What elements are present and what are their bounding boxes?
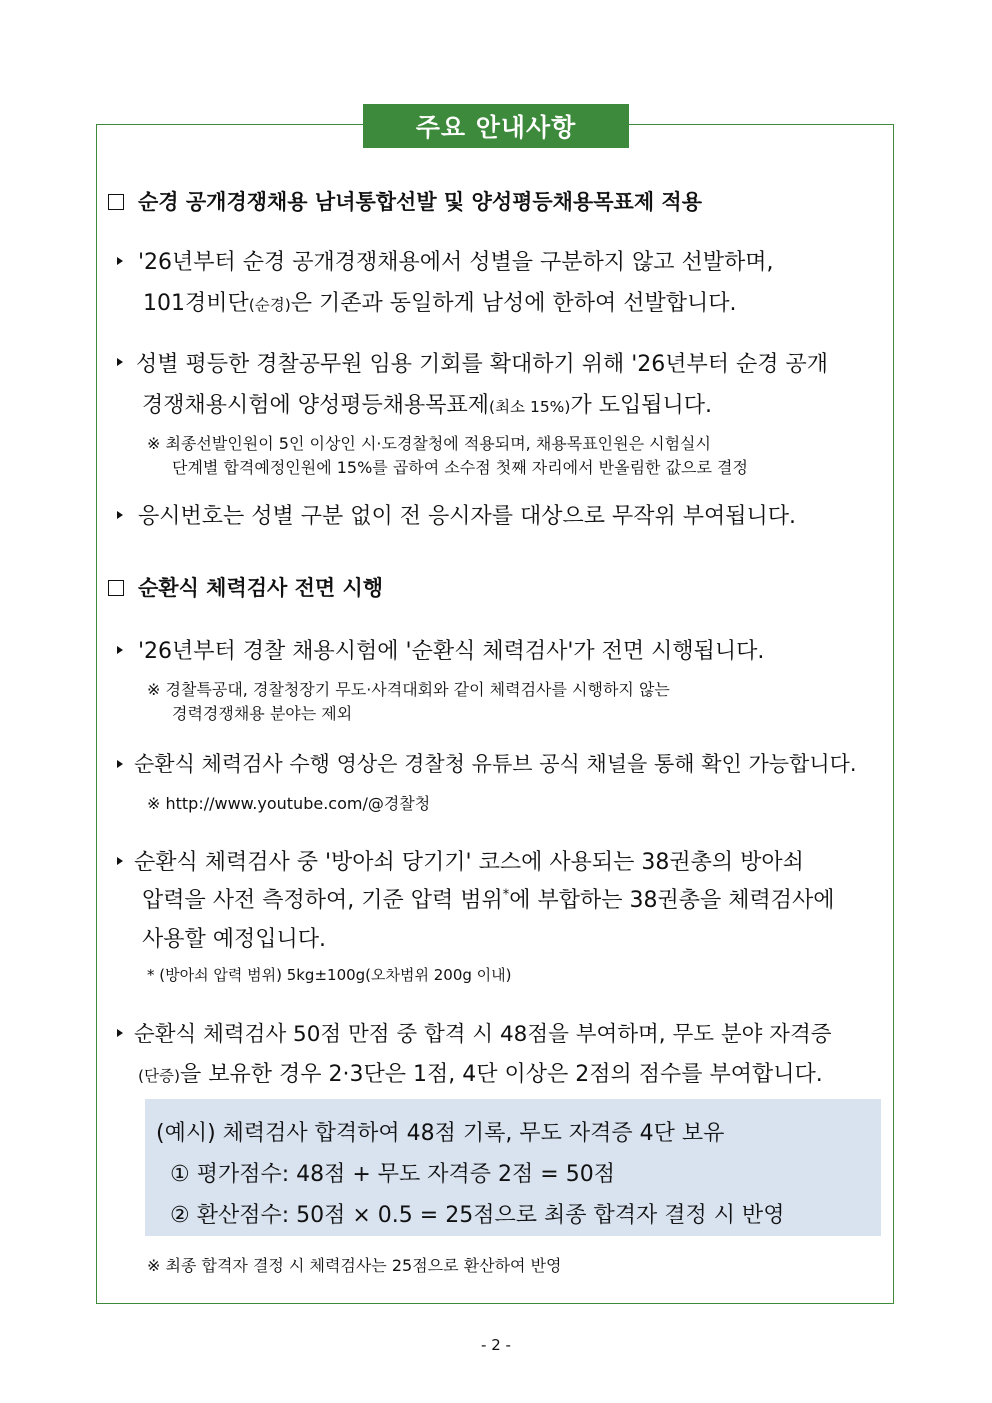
bullet-triangle-icon [117,760,123,768]
bullet-triangle-icon [117,646,123,654]
youtube-link[interactable]: ※ http://www.youtube.com/@경찰청 [147,794,431,813]
s1-bullet1-line1: '26년부터 순경 공개경쟁채용에서 성별을 구분하지 않고 선발하며, [138,250,774,275]
s1-bullet3: 응시번호는 성별 구분 없이 전 응시자를 대상으로 무작위 부여됩니다. [138,504,796,529]
s2-bullet3-line2: 압력을 사전 측정하여, 기준 압력 범위*에 부합하는 38권총을 체력검사에 [142,887,835,913]
checkbox-square-icon [108,580,124,596]
example-line-1: (예시) 체력검사 합격하여 48점 기록, 무도 자격증 4단 보유 [156,1121,725,1146]
example-line-3: ② 환산점수: 50점 × 0.5 = 25점으로 최종 합격자 결정 시 반영 [170,1203,785,1228]
s1-bullet2-note-line2: 단계별 합격예정인원에 15%를 곱하여 소수점 첫째 자리에서 반올림한 값으로 결정 [172,458,748,477]
bullet-triangle-icon [117,857,123,865]
final-note: ※ 최종 합격자 결정 시 체력검사는 25점으로 환산하여 반영 [147,1256,562,1275]
s2-bullet1: '26년부터 경찰 채용시험에 '순환식 체력검사'가 전면 시행됩니다. [138,639,765,664]
s2-bullet4-line1: 순환식 체력검사 50점 만점 중 합격 시 48점을 부여하며, 무도 분야 자격증 [134,1022,832,1047]
s2-bullet2: 순환식 체력검사 수행 영상은 경찰청 유튜브 공식 채널을 통해 확인 가능합니다. [134,752,857,776]
page-number: - 2 - [481,1336,511,1354]
s2-bullet4-line2: (단증)을 보유한 경우 2·3단은 1점, 4단 이상은 2점의 점수를 부여합니다. [138,1062,823,1087]
bullet-triangle-icon [117,511,123,519]
section-heading-2: 순환식 체력검사 전면 시행 [108,572,383,602]
s1-bullet2-note-line1: ※ 최종선발인원이 5인 이상인 시·도경찰청에 적용되며, 채용목표인원은 시험실시 [147,434,711,453]
section-heading-1: 순경 공개경쟁채용 남녀통합선발 및 양성평등채용목표제 적용 [108,186,702,216]
s2-bullet1-note-line2: 경력경쟁채용 분야는 제외 [172,704,353,723]
s2-bullet3-line3: 사용할 예정입니다. [142,927,327,952]
checkbox-square-icon [108,194,124,210]
example-box [145,1099,881,1236]
bullet-triangle-icon [117,358,123,366]
notice-title: 주요 안내사항 [363,104,629,148]
s1-bullet1-line2: 101경비단(순경)은 기존과 동일하게 남성에 한하여 선발합니다. [143,291,737,316]
bullet-triangle-icon [117,257,123,265]
s2-bullet1-note-line1: ※ 경찰특공대, 경찰청장기 무도·사격대회와 같이 체력검사를 시행하지 않는 [147,680,670,699]
s2-bullet3-line1: 순환식 체력검사 중 '방아쇠 당기기' 코스에 사용되는 38권총의 방아쇠 [134,850,804,875]
example-line-2: ① 평가점수: 48점 + 무도 자격증 2점 = 50점 [170,1162,615,1187]
bullet-triangle-icon [117,1029,123,1037]
s1-bullet2-line2: 경쟁채용시험에 양성평등채용목표제(최소 15%)가 도입됩니다. [142,393,712,418]
s2-bullet3-note: * (방아쇠 압력 범위) 5kg±100g(오차범위 200g 이내) [147,966,512,984]
s1-bullet2-line1: 성별 평등한 경찰공무원 임용 기회를 확대하기 위해 '26년부터 순경 공개 [136,352,829,377]
